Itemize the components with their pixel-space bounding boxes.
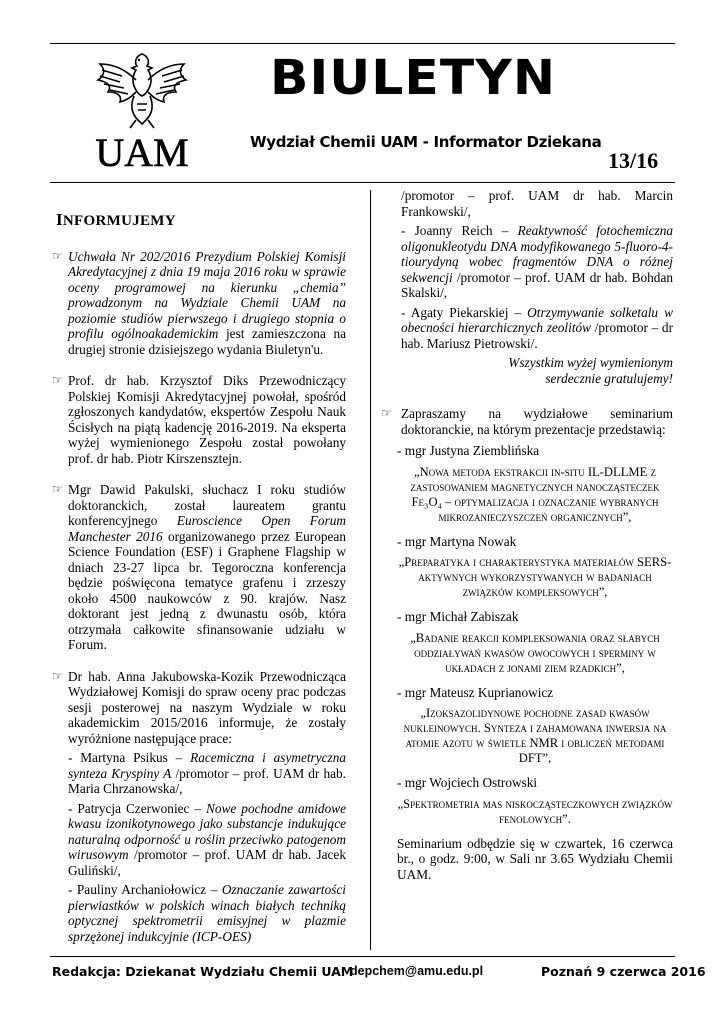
pointing-hand-icon: ☞ (52, 668, 63, 683)
news-item-1: ☞ Uchwała Nr 202/2016 Prezydium Polskiej Komisji Akredytacyjnej z dnia 19 maja 2016 roku w sprawie oceny programowej na kierunku „chemia” prowadzonym na Wydziale Chemii UAM na poziomie studiów pierwszego i drugiego stopnia o profilu ogólnoakademickim jest zamieszczona na drugiej stronie dzisiejszego wydania Biuletyn'u. (52, 248, 346, 357)
footer-date: Poznań 9 czerwca 2016 (541, 964, 706, 979)
award-entry: - Pauliny Archaniołowicz – Oznaczanie zawartości pierwiastków w polskich winach białych techniką optycznej spektrometrii emisyjnej w plazmie sprzężonej indukcyjnie (ICP-OES) (68, 882, 346, 944)
speaker-name: - mgr Martyna Nowak (397, 533, 517, 549)
section-heading: INFORMUJEMY (56, 210, 176, 229)
page-title: BIULETYN (270, 50, 557, 106)
pointing-hand-icon: ☞ (52, 482, 63, 496)
talk-title: „Preparatyka i charakterystyka materiałów SERS-aktywnych wykorzystywanych w badaniach związków kompleksowych”, (398, 555, 672, 599)
award-continuation: /promotor – prof. UAM dr hab. Marcin Frankowski/, (401, 188, 673, 219)
speaker-name: - mgr Mateusz Kuprianowicz (397, 684, 554, 700)
page-subtitle: Wydział Chemii UAM - Informator Dziekana (250, 133, 602, 151)
seminar-item: ☞ Zapraszamy na wydziałowe seminarium doktoranckie, na którym prezentacje przedstawią: (381, 406, 673, 437)
header-rule (50, 182, 675, 183)
speaker-name: - mgr Justyna Ziemblińska (397, 443, 540, 458)
column-divider (370, 190, 371, 950)
award-entry: - Martyna Psikus – Racemiczna i asymetryczna synteza Kryspiny A /promotor – prof. UAM dr hab. Maria Chrzanowska/, (68, 750, 347, 796)
footer-rule (50, 956, 675, 957)
right-column (381, 188, 674, 882)
award-entry: - Joanny Reich – Reaktywność fotochemiczna oligonukleotydu DNA modyfikowanego 5-fluoro-4-tiourydyną wobec fragmentów DNA o różnej sekwencji /promotor – prof. UAM dr hab. Bohdan Skalski/, (401, 223, 674, 300)
news-item-4: ☞ Dr hab. Anna Jakubowska-Kozik Przewodnicząca Wydziałowej Komisji do spraw oceny prac podczas sesji posterowej na naszym Wydziale w roku akademickim 2015/2016 informuje, że zostały wyróżnione następujące prace: - Martyna Psikus – Racemiczna i asymetryczna synteza Kryspiny A /promotor – prof. UAM dr hab. Maria Chrzanowska/, - Patrycja Czerwoniec – Nowe pochodne amidowe kwasu izonikotynowego jako substancje indukujące naturalną odporność u roślin przeciwko patogenom wirusowym /promotor – prof. UAM dr hab. Jacek Guliński/, - Pauliny Archaniołowicz – Oznaczanie zawartości pierwiastków w polskich winach białych techniką optycznej spektrometrii emisyjnej w plazmie sprzężonej indukcyjnie (ICP-OES) (52, 668, 347, 944)
top-rule (50, 43, 675, 44)
pointing-hand-icon: ☞ (52, 373, 63, 387)
congratulations: Wszystkim wyżej wymienionym serdecznie gratulujemy! (508, 355, 673, 386)
seminar-info: Seminarium odbędzie się w czwartek, 16 czerwca br., o godz. 9:00, w Sali nr 3.65 Wydziału Chemii UAM. (397, 835, 673, 882)
logo-text: UAM (95, 130, 189, 174)
news-item-2: ☞ Prof. dr hab. Krzysztof Diks Przewodniczący Polskiej Komisji Akredytacyjnej powołał, spośród zgłoszonych kandydatów, ekspertów Zespołu Nauk Ścisłych na piątą kadencję 2016-2019. Na eksperta wyżej wymienionego Zespołu został powołany prof. dr hab. Piotr Kirszensztejn. (52, 373, 346, 466)
left-column (52, 188, 347, 944)
award-entry: - Patrycja Czerwoniec – Nowe pochodne amidowe kwasu izonikotynowego jako substancje indukujące naturalną odporność u roślin przeciwko patogenom wirusowym /promotor – prof. UAM dr hab. Jacek Guliński/, (68, 800, 346, 878)
footer-editor: Redakcja: Dziekanat Wydziału Chemii UAM (52, 964, 354, 979)
footer-email[interactable]: depchem@amu.edu.pl (350, 964, 484, 978)
award-entry: - Agaty Piekarskiej – Otrzymywanie solketalu w obecności hierarchicznych zeolitów /promotor – dr hab. Mariusz Pietrowski/. (401, 304, 673, 351)
pointing-hand-icon: ☞ (52, 248, 63, 263)
pointing-hand-icon: ☞ (381, 406, 392, 420)
speaker-name: - mgr Wojciech Ostrowski (397, 775, 538, 790)
eagle-logo (92, 50, 192, 174)
talk-title: „Izoksazolidynowe pochodne zasad kwasów nukleinowych. Synteza i zahamowana inwersja na atomie azotu w świetle NMR i obliczeń metodami DFT”, (403, 706, 667, 765)
news-item-3: ☞ Mgr Dawid Pakulski, słuchacz I roku studiów doktoranckich, został laureatem grantu konferencyjnego Euroscience Open Forum Manchester 2016 organizowanego przez European Science Foundation (ESF) i Graphene Flagship w dniach 23-27 lipca br. Tegoroczna konferencja będzie poświęcona tematyce grafenu i zrzeszy około 4500 naukowców z 90. krajów. Nasz doktorant jest jedną z dwunastu osób, która otrzymała całkowite sfinansowanie udziału w Forum. (52, 482, 347, 652)
talk-title: „Badanie reakcji kompleksowania oraz słabych oddziaływań kwasów owocowych i sperminy w układach z jonami ziem rzadkich”, (410, 630, 660, 675)
issue-number: 13/16 (608, 148, 659, 173)
speaker-name: - mgr Michał Zabiszak (397, 609, 519, 624)
talk-title: „Spektrometria mas niskocząsteczkowych związków fenolowych”. (397, 796, 673, 826)
talk-title: „Nowa metoda ekstrakcji in-situ IL-DLLME z zastosowaniem magnetycznych nanocząsteczek Fe₃O₄ – optymalizacja i oznaczanie wybranych mikrozanieczyszczeń organicznych”, (410, 464, 660, 524)
